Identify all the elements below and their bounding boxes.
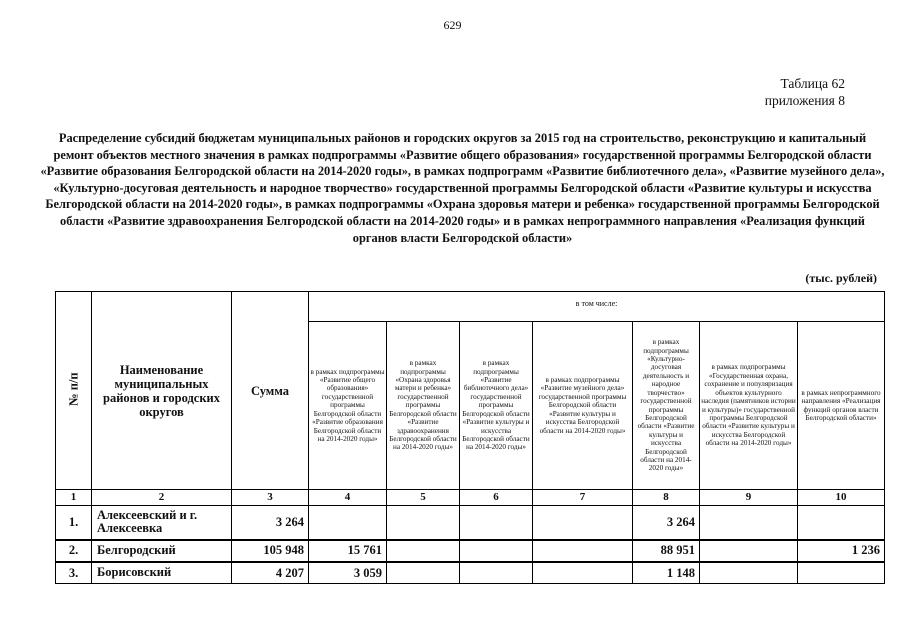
row-value (700, 562, 798, 584)
units-label: (тыс. рублей) (805, 271, 877, 285)
col-number: 4 (309, 490, 387, 506)
table-reference (765, 75, 845, 109)
header-including: в том числе: (309, 292, 885, 322)
row-value (387, 562, 460, 584)
col-number: 10 (798, 490, 885, 506)
row-value: 4 207 (232, 562, 309, 584)
column-number-row (56, 490, 885, 506)
row-value (533, 562, 633, 584)
row-value (460, 506, 533, 540)
row-value: 3 264 (232, 506, 309, 540)
table-row (56, 562, 885, 584)
header-num: № п/п (66, 372, 81, 407)
row-value: 15 761 (309, 540, 387, 562)
header-sum: Сумма (232, 292, 309, 490)
row-value (533, 506, 633, 540)
row-value (798, 562, 885, 584)
header-sub-6: в рамках подпрограммы «Развитие библиотечного дела» государственной программы Белгородской области «Развитие культуры и искусства Белгородской области на 2014-2020 годы» (460, 322, 533, 490)
col-number: 2 (92, 490, 232, 506)
col-number: 5 (387, 490, 460, 506)
table-row (56, 540, 885, 562)
row-index: 3. (56, 562, 92, 584)
row-value: 1 148 (633, 562, 700, 584)
col-number: 9 (700, 490, 798, 506)
row-value (798, 506, 885, 540)
col-number: 3 (232, 490, 309, 506)
row-value: 3 264 (633, 506, 700, 540)
row-value: 1 236 (798, 540, 885, 562)
header-sub-4: в рамках подпрограммы «Развитие общего образования» государственной программы Белгородской области «Развитие образования Белгородской области на 2014-2020 годы» (309, 322, 387, 490)
row-value: 88 951 (633, 540, 700, 562)
header-sub-7: в рамках подпрограммы «Развитие музейного дела» государственной программы Белгородской области «Развитие культуры и искусства Белгородской области на 2014-2020 годы» (533, 322, 633, 490)
row-name: Белгородский (92, 540, 232, 562)
table-row (56, 506, 885, 540)
header-sub-5: в рамках подпрограммы «Охрана здоровья матери и ребенка» государственной программы Белгородской области «Развитие здравоохранения Белгородской области на 2014-2020 годы» (387, 322, 460, 490)
row-name: Алексеевский и г. Алексеевка (92, 506, 232, 540)
header-name: Наименование муниципальных районов и городских округов (92, 292, 232, 490)
col-number: 7 (533, 490, 633, 506)
row-value (533, 540, 633, 562)
row-value: 105 948 (232, 540, 309, 562)
row-value (460, 540, 533, 562)
row-index: 1. (56, 506, 92, 540)
table-reference-line1: Таблица 62 (780, 76, 845, 91)
document-title: Распределение субсидий бюджетам муниципальных районов и городских округов за 2015 год на строительство, реконструкцию и капитальный ремонт объектов местного значения в рамках подпрограммы «Развитие общего образования» государственной программы Белгородской области «Развитие образования Белгородской области на 2014-2020 годы», в рамках подпрограмм «Развитие библиотечного дела», «Развитие музейного дела», «Культурно-досуговая деятельность и народное творчество» государственной программы Белгородской области «Развитие культуры и искусства Белгородской области на 2014-2020 годы», в рамках подпрограммы «Охрана здоровья матери и ребенка» государственной программы Белгородской области «Развитие здравоохранения Белгородской области на 2014-2020 годы» и в рамках непрограммного направления «Реализация функций органов власти Белгородской области» (40, 131, 885, 245)
row-value (700, 506, 798, 540)
header-num-cell (56, 292, 92, 490)
header-sub-9: в рамках подпрограммы «Государственная охрана, сохранение и популяризация объектов культурного наследия (памятников истории и культуры)» государственной программы Белгородской области «Развитие культуры и искусства Белгородской области на 2014-2020 годы» (700, 322, 798, 490)
row-index: 2. (56, 540, 92, 562)
col-number: 1 (56, 490, 92, 506)
page-number: 629 (443, 18, 462, 32)
header-sub-8: в рамках подпрограммы «Культурно-досуговая деятельность и народное творчество» государственной программы Белгородской области «Развитие культуры и искусства Белгородской области на 2014-2020 годы» (633, 322, 700, 490)
row-name: Борисовский (92, 562, 232, 584)
subsidy-table (55, 291, 885, 584)
row-value: 3 059 (309, 562, 387, 584)
row-value (387, 540, 460, 562)
header-sub-10: в рамках непрограммного направления «Реализация функций органов власти Белгородской области» (798, 322, 885, 490)
row-value (700, 540, 798, 562)
col-number: 8 (633, 490, 700, 506)
row-value (309, 506, 387, 540)
row-value (460, 562, 533, 584)
row-value (387, 506, 460, 540)
col-number: 6 (460, 490, 533, 506)
table-reference-line2: приложения 8 (764, 93, 845, 108)
